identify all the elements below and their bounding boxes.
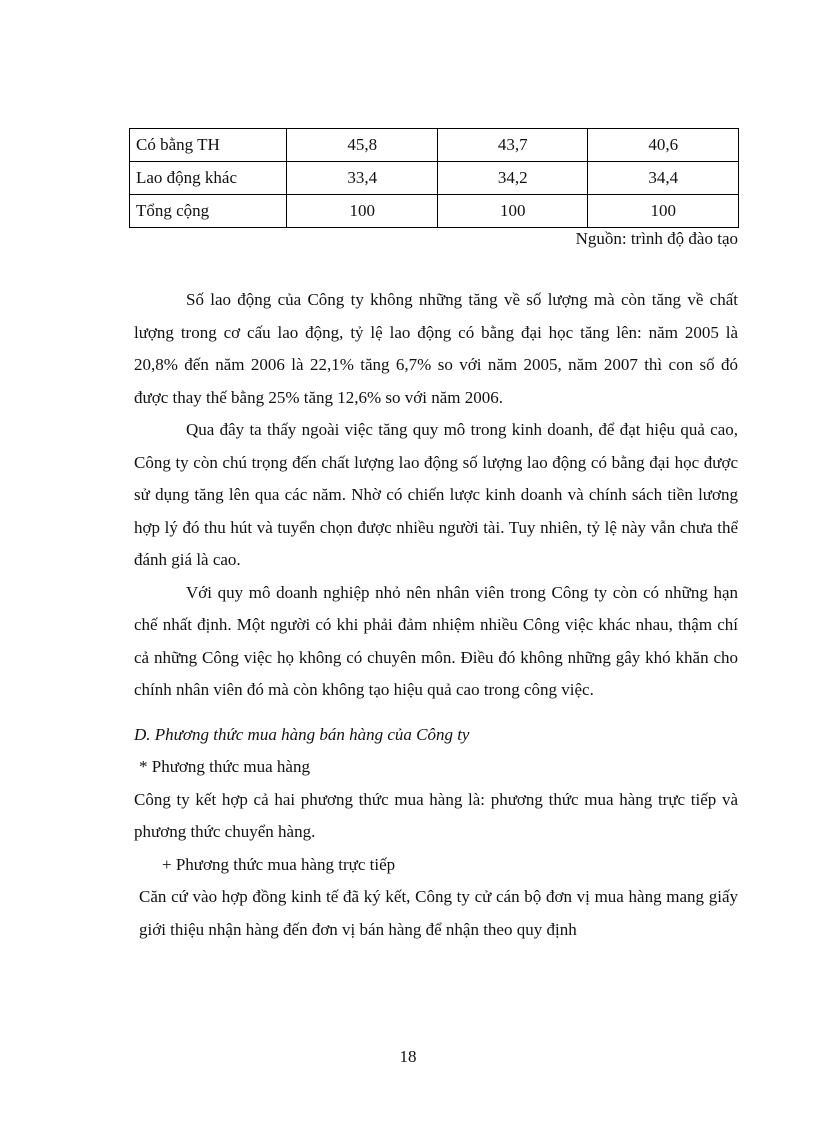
bullet-purchase-method: * Phương thức mua hàng	[139, 757, 310, 776]
table-row	[130, 195, 739, 228]
cell-2007: 100	[588, 195, 739, 228]
paragraph: Với quy mô doanh nghiệp nhỏ nên nhân viên trong Công ty còn có những hạn chế nhất định. Một người có khi phải đảm nhiệm nhiều Công việc khác nhau, thậm chí cả những Công việc họ không có chuyên môn. Điều đó không những gây khó khăn cho chính nhân viên đó mà còn không tạo hiệu quả cao trong công việc.	[134, 582, 738, 699]
cell-2005: 45,8	[287, 129, 438, 162]
paragraph: Qua đây ta thấy ngoài việc tăng quy mô trong kinh doanh, để đạt hiệu quả cao, Công ty còn chú trọng đến chất lượng lao động số lượng lao động có bằng đại học được sử dụng tăng lên qua các năm. Nhờ có chiến lược kinh doanh và chính sách tiền lương hợp lý đó thu hút và tuyển chọn được nhiều người tài. Tuy nhiên, tỷ lệ này vẫn chưa thể đánh giá là cao.	[134, 420, 738, 569]
page-number: 18	[399, 1047, 417, 1066]
section-heading: D. Phương thức mua hàng bán hàng của Công ty	[134, 724, 470, 744]
labor-structure-table	[129, 128, 739, 228]
paragraph: Số lao động của Công ty không những tăng về số lượng mà còn tăng về chất lượng trong cơ cấu lao động, tỷ lệ lao động có bằng đại học tăng lên: năm 2005 là 20,8% đến năm 2006 là 22,1% tăng 6,7% so với năm 2005, năm 2007 thì con số đó được thay thế bằng 25% tăng 12,6% so với năm 2006.	[134, 290, 738, 407]
cell-2006: 100	[437, 195, 588, 228]
row-label: Lao động khác	[130, 162, 287, 195]
purchase-intro: Công ty kết hợp cả hai phương thức mua hàng là: phương thức mua hàng trực tiếp và phương thức chuyển hàng.	[134, 789, 738, 841]
table-source-note: Nguồn: trình độ đào tạo	[575, 229, 738, 248]
table-row	[130, 162, 739, 195]
cell-2007: 40,6	[588, 129, 739, 162]
cell-2007: 34,4	[588, 162, 739, 195]
direct-purchase-text: Căn cứ vào hợp đồng kinh tế đã ký kết, Công ty cử cán bộ đơn vị mua hàng mang giấy giới thiệu nhận hàng đến đơn vị bán hàng để nhận theo quy định	[139, 887, 738, 939]
cell-2006: 34,2	[437, 162, 588, 195]
body-text	[134, 284, 738, 946]
sub-direct-purchase: + Phương thức mua hàng trực tiếp	[162, 854, 396, 874]
row-label: Có bằng TH	[130, 129, 287, 162]
row-label: Tổng cộng	[130, 195, 287, 228]
cell-2005: 100	[287, 195, 438, 228]
cell-2005: 33,4	[287, 162, 438, 195]
table-row	[130, 129, 739, 162]
cell-2006: 43,7	[437, 129, 588, 162]
